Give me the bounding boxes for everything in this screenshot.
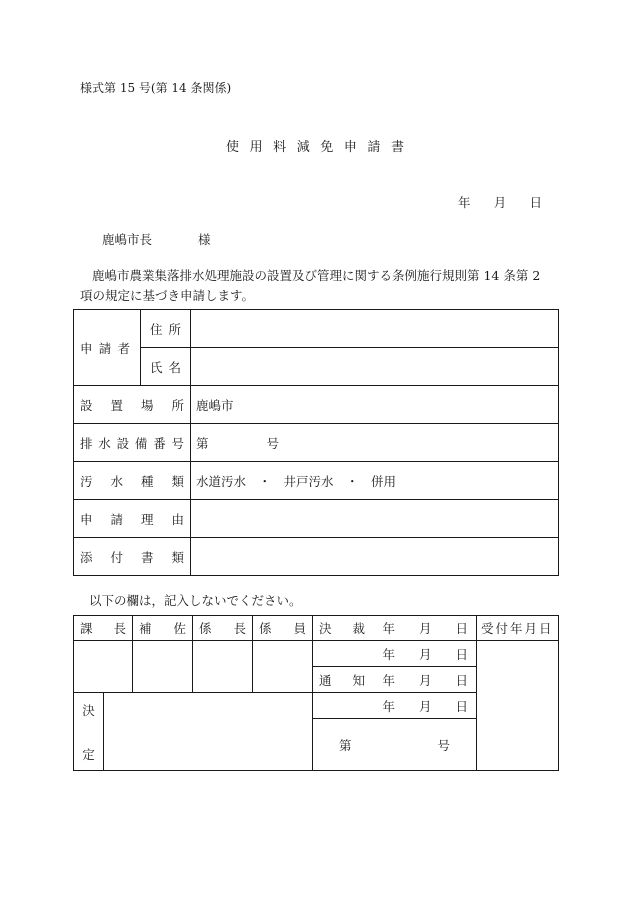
label-char: 員 [293,621,306,636]
date-day: 日 [455,646,468,662]
label-char: 課 [80,621,93,636]
label-char: 添 [80,549,93,565]
label-char: 補 [139,621,152,636]
decision-date-field[interactable] [313,641,477,667]
attachments-label [74,538,191,576]
title-char: 書 [390,140,404,155]
label-char: 水 [98,435,111,451]
page-title [226,136,404,155]
office-row-2 [74,641,559,667]
title-char: 使 [226,140,240,155]
addressee [102,230,211,248]
date-month: 月 [418,646,432,662]
decision-date-header [313,616,477,641]
addressee-name: 鹿嶋市長 [102,232,153,247]
equipment-prefix: 第 [196,435,209,451]
date-year: 年 [382,621,395,636]
location-value: 鹿嶋市 [196,397,234,413]
section-chief-seal[interactable] [74,641,133,693]
decision-number-field[interactable] [313,719,477,771]
sewage-type-field[interactable] [191,462,559,500]
reason-field[interactable] [191,500,559,538]
label-char: 汚 [80,473,93,489]
date-year: 年 [382,672,395,688]
date-month: 月 [418,698,432,714]
unit-chief-seal[interactable] [193,641,253,693]
body-text [80,266,556,306]
label-char: 佐 [173,621,186,636]
label-char: 係 [199,621,212,636]
label-char: 設 [116,435,130,451]
unit-chief-header [193,616,253,641]
location-row [74,386,559,424]
date-day: 日 [455,621,468,636]
label-char: 氏 [150,359,163,375]
name-label [141,348,191,386]
application-date[interactable] [458,193,542,211]
office-header-row [74,616,559,641]
attachments-field[interactable] [191,538,559,576]
label-char: 知 [352,672,365,688]
reason-row [74,500,559,538]
label-char: 排 [80,435,93,451]
label-char: 水 [110,473,123,489]
decision-notice-date-field[interactable] [313,693,477,719]
assistant-seal[interactable] [133,641,193,693]
label-char: 長 [233,621,246,636]
label-char: 名 [168,359,181,375]
date-day: 日 [455,698,468,714]
label-char: 号 [171,435,184,451]
title-char: 料 [273,140,287,155]
decided-label [74,693,104,771]
attachments-row [74,538,559,576]
decision-field[interactable] [104,693,313,771]
address-field[interactable] [191,310,559,348]
label-char: 種 [140,473,154,489]
reason-label [74,500,191,538]
application-statement: 鹿嶋市農業集落排水処理施設の設置及び管理に関する条例施行規則第 14 条第 2 項の規定に基づき申請します。 [80,268,541,303]
received-date-field[interactable] [477,641,559,771]
label-char: 者 [117,340,130,356]
number-suffix: 号 [437,737,450,753]
label-char: 申 [80,511,93,527]
office-use-table [73,615,559,771]
label-char: 由 [171,511,184,527]
title-char: 減 [296,140,310,155]
label-char: 類 [171,549,184,565]
label-char: 長 [113,621,126,636]
notice-date-field[interactable] [313,667,477,693]
application-form-table [73,309,559,576]
label-char: 係 [259,621,272,636]
section-chief-header [74,616,133,641]
office-use-note: 以下の欄は，記入しないでください。 [89,593,302,608]
equipment-field[interactable] [191,424,559,462]
equipment-suffix: 号 [266,435,280,451]
label-char: 住 [150,321,163,337]
date-month: 月 [418,672,432,688]
label-char: 通 [319,672,332,688]
title-char: 免 [320,140,334,155]
title-char: 請 [367,140,381,155]
address-row [74,310,559,348]
label-char: 裁 [352,621,365,636]
name-row [74,348,559,386]
sewage-options[interactable]: 水道汚水 ・ 井戸汚水 ・ 併用 [196,473,397,489]
assistant-header [133,616,193,641]
staff-seal[interactable] [253,641,313,693]
label-char: 請 [98,340,112,356]
equipment-label [74,424,191,462]
addressee-honorific: 様 [198,232,211,247]
location-label [74,386,191,424]
title-char: 用 [249,140,263,155]
date-day: 日 [529,195,542,210]
date-day: 日 [455,672,468,688]
title-char: 申 [343,140,357,155]
label-char: 設 [80,397,93,413]
label-char: 備 [134,435,148,451]
address-label [141,310,191,348]
form-number: 様式第 15 号(第 14 条関係) [80,81,232,95]
sewage-label [74,462,191,500]
label-char: 所 [168,321,181,337]
label-char: 決 [82,702,95,718]
sewage-row [74,462,559,500]
label-char: 決 [319,621,332,636]
date-month: 月 [493,195,507,210]
label-char: 番 [153,435,166,451]
label-char: 定 [82,746,95,762]
label-char: 付 [110,549,123,565]
date-month: 月 [418,621,432,636]
label-char: 類 [171,473,184,489]
staff-header [253,616,313,641]
number-prefix: 第 [339,737,352,753]
label-char: 書 [140,549,154,565]
name-field[interactable] [191,348,559,386]
received-label: 受付年月日 [481,621,554,636]
location-field[interactable] [191,386,559,424]
label-char: 置 [110,397,123,413]
date-year: 年 [382,698,395,714]
label-char: 申 [80,340,93,356]
label-char: 請 [110,511,123,527]
received-date-header [477,616,559,641]
date-year: 年 [382,646,395,662]
label-char: 場 [140,397,154,413]
date-year: 年 [458,195,471,210]
applicant-label [74,310,141,386]
label-char: 理 [140,511,154,527]
equipment-row [74,424,559,462]
label-char: 所 [171,397,184,413]
